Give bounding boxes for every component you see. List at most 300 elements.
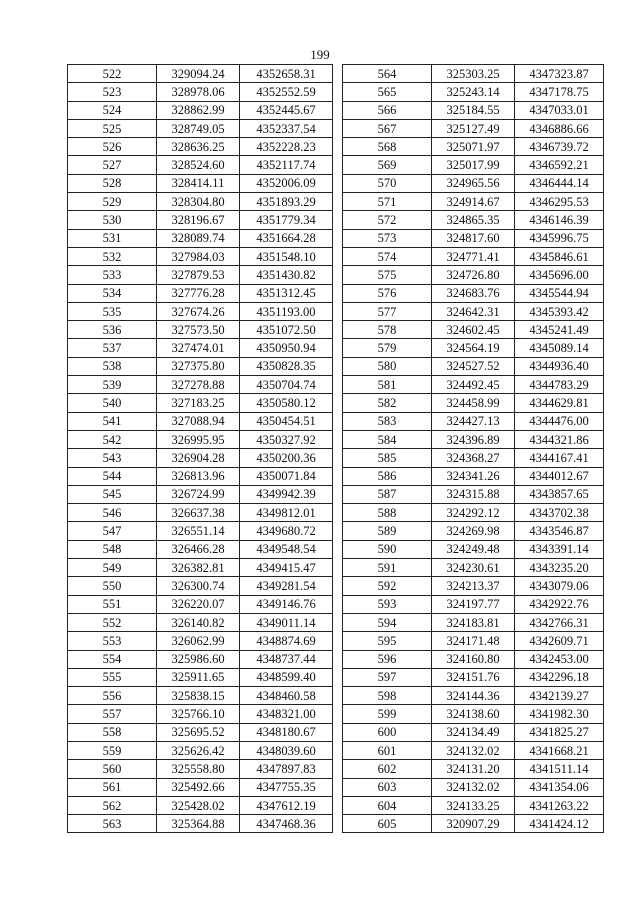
y-coordinate-cell: 4344476.00 (515, 412, 604, 430)
point-number-cell: 604 (343, 796, 432, 814)
table-row (68, 394, 333, 412)
table-row (68, 174, 333, 192)
point-number-cell: 533 (68, 266, 157, 284)
y-coordinate-cell: 4348460.58 (240, 687, 333, 705)
point-number-cell: 577 (343, 302, 432, 320)
table-row (343, 302, 604, 320)
point-number-cell: 566 (343, 101, 432, 119)
table-row (68, 632, 333, 650)
x-coordinate-cell: 324134.49 (432, 723, 515, 741)
y-coordinate-cell: 4352658.31 (240, 65, 333, 83)
table-row (343, 321, 604, 339)
x-coordinate-cell: 325428.02 (157, 796, 240, 814)
x-coordinate-cell: 325127.49 (432, 119, 515, 137)
y-coordinate-cell: 4349415.47 (240, 559, 333, 577)
x-coordinate-cell: 327674.26 (157, 302, 240, 320)
point-number-cell: 599 (343, 705, 432, 723)
table-row (68, 412, 333, 430)
table-row (68, 357, 333, 375)
table-row (68, 449, 333, 467)
x-coordinate-cell: 325017.99 (432, 156, 515, 174)
x-coordinate-cell: 328749.05 (157, 119, 240, 137)
y-coordinate-cell: 4341511.14 (515, 760, 604, 778)
x-coordinate-cell: 324642.31 (432, 302, 515, 320)
x-coordinate-cell: 325911.65 (157, 668, 240, 686)
point-number-cell: 563 (68, 815, 157, 833)
x-coordinate-cell: 325071.97 (432, 138, 515, 156)
y-coordinate-cell: 4351072.50 (240, 321, 333, 339)
y-coordinate-cell: 4348599.40 (240, 668, 333, 686)
table-row (343, 357, 604, 375)
point-number-cell: 576 (343, 284, 432, 302)
point-number-cell: 581 (343, 376, 432, 394)
table-row (68, 193, 333, 211)
point-number-cell: 530 (68, 211, 157, 229)
table-row (343, 412, 604, 430)
point-number-cell: 598 (343, 687, 432, 705)
point-number-cell: 546 (68, 504, 157, 522)
table-row (343, 650, 604, 668)
point-number-cell: 589 (343, 522, 432, 540)
y-coordinate-cell: 4351430.82 (240, 266, 333, 284)
point-number-cell: 537 (68, 339, 157, 357)
x-coordinate-cell: 324396.89 (432, 430, 515, 448)
point-number-cell: 569 (343, 156, 432, 174)
table-row (68, 156, 333, 174)
y-coordinate-cell: 4343235.20 (515, 559, 604, 577)
table-row (68, 65, 333, 83)
y-coordinate-cell: 4351193.00 (240, 302, 333, 320)
y-coordinate-cell: 4347468.36 (240, 815, 333, 833)
y-coordinate-cell: 4346295.53 (515, 193, 604, 211)
y-coordinate-cell: 4347612.19 (240, 796, 333, 814)
point-number-cell: 532 (68, 247, 157, 265)
table-row (68, 650, 333, 668)
table-row (68, 101, 333, 119)
x-coordinate-cell: 326220.07 (157, 595, 240, 613)
table-row (68, 540, 333, 558)
table-row (343, 540, 604, 558)
y-coordinate-cell: 4350580.12 (240, 394, 333, 412)
x-coordinate-cell: 326466.28 (157, 540, 240, 558)
table-row (68, 83, 333, 101)
table-row (343, 284, 604, 302)
point-number-cell: 547 (68, 522, 157, 540)
y-coordinate-cell: 4351548.10 (240, 247, 333, 265)
table-row (68, 705, 333, 723)
x-coordinate-cell: 326300.74 (157, 577, 240, 595)
coordinate-table-right (342, 64, 604, 833)
table-row (68, 668, 333, 686)
point-number-cell: 591 (343, 559, 432, 577)
x-coordinate-cell: 324292.12 (432, 504, 515, 522)
point-number-cell: 543 (68, 449, 157, 467)
x-coordinate-cell: 326637.38 (157, 504, 240, 522)
table-row (68, 119, 333, 137)
x-coordinate-cell: 324726.80 (432, 266, 515, 284)
y-coordinate-cell: 4350071.84 (240, 467, 333, 485)
x-coordinate-cell: 324564.19 (432, 339, 515, 357)
table-row (68, 559, 333, 577)
point-number-cell: 572 (343, 211, 432, 229)
x-coordinate-cell: 324458.99 (432, 394, 515, 412)
y-coordinate-cell: 4347755.35 (240, 778, 333, 796)
y-coordinate-cell: 4345996.75 (515, 229, 604, 247)
x-coordinate-cell: 328089.74 (157, 229, 240, 247)
table-row (68, 723, 333, 741)
table-row (68, 687, 333, 705)
y-coordinate-cell: 4341825.27 (515, 723, 604, 741)
x-coordinate-cell: 328862.99 (157, 101, 240, 119)
x-coordinate-cell: 327183.25 (157, 394, 240, 412)
y-coordinate-cell: 4343546.87 (515, 522, 604, 540)
table-row (68, 138, 333, 156)
table-row (68, 485, 333, 503)
y-coordinate-cell: 4349812.01 (240, 504, 333, 522)
point-number-cell: 562 (68, 796, 157, 814)
x-coordinate-cell: 324144.36 (432, 687, 515, 705)
y-coordinate-cell: 4341424.12 (515, 815, 604, 833)
x-coordinate-cell: 324368.27 (432, 449, 515, 467)
table-row (343, 577, 604, 595)
table-row (68, 211, 333, 229)
table-row (343, 266, 604, 284)
point-number-cell: 564 (343, 65, 432, 83)
y-coordinate-cell: 4344012.67 (515, 467, 604, 485)
y-coordinate-cell: 4343079.06 (515, 577, 604, 595)
x-coordinate-cell: 324683.76 (432, 284, 515, 302)
y-coordinate-cell: 4344321.86 (515, 430, 604, 448)
point-number-cell: 553 (68, 632, 157, 650)
y-coordinate-cell: 4342453.00 (515, 650, 604, 668)
y-coordinate-cell: 4344936.40 (515, 357, 604, 375)
point-number-cell: 561 (68, 778, 157, 796)
point-number-cell: 600 (343, 723, 432, 741)
point-number-cell: 588 (343, 504, 432, 522)
point-number-cell: 605 (343, 815, 432, 833)
x-coordinate-cell: 328524.60 (157, 156, 240, 174)
x-coordinate-cell: 324965.56 (432, 174, 515, 192)
y-coordinate-cell: 4346886.66 (515, 119, 604, 137)
point-number-cell: 544 (68, 467, 157, 485)
point-number-cell: 548 (68, 540, 157, 558)
x-coordinate-cell: 324269.98 (432, 522, 515, 540)
x-coordinate-cell: 325626.42 (157, 741, 240, 759)
y-coordinate-cell: 4344629.81 (515, 394, 604, 412)
point-number-cell: 534 (68, 284, 157, 302)
x-coordinate-cell: 325558.80 (157, 760, 240, 778)
table-row (343, 119, 604, 137)
x-coordinate-cell: 326724.99 (157, 485, 240, 503)
point-number-cell: 549 (68, 559, 157, 577)
y-coordinate-cell: 4346592.21 (515, 156, 604, 174)
table-row (343, 504, 604, 522)
table-row (68, 284, 333, 302)
x-coordinate-cell: 327984.03 (157, 247, 240, 265)
table-row (68, 613, 333, 631)
table-row (343, 174, 604, 192)
y-coordinate-cell: 4341668.21 (515, 741, 604, 759)
table-row (343, 211, 604, 229)
y-coordinate-cell: 4341263.22 (515, 796, 604, 814)
x-coordinate-cell: 326062.99 (157, 632, 240, 650)
table-row (343, 156, 604, 174)
y-coordinate-cell: 4344167.41 (515, 449, 604, 467)
point-number-cell: 550 (68, 577, 157, 595)
point-number-cell: 557 (68, 705, 157, 723)
table-row (343, 522, 604, 540)
table-row (343, 778, 604, 796)
point-number-cell: 594 (343, 613, 432, 631)
table-row (343, 485, 604, 503)
y-coordinate-cell: 4352006.09 (240, 174, 333, 192)
y-coordinate-cell: 4350454.51 (240, 412, 333, 430)
table-row (343, 247, 604, 265)
x-coordinate-cell: 326551.14 (157, 522, 240, 540)
x-coordinate-cell: 327375.80 (157, 357, 240, 375)
y-coordinate-cell: 4342922.76 (515, 595, 604, 613)
x-coordinate-cell: 328414.11 (157, 174, 240, 192)
table-row (343, 430, 604, 448)
y-coordinate-cell: 4342296.18 (515, 668, 604, 686)
point-number-cell: 601 (343, 741, 432, 759)
x-coordinate-cell: 327776.28 (157, 284, 240, 302)
x-coordinate-cell: 325986.60 (157, 650, 240, 668)
page-number: 199 (310, 47, 330, 62)
table-row (68, 760, 333, 778)
x-coordinate-cell: 324602.45 (432, 321, 515, 339)
y-coordinate-cell: 4348180.67 (240, 723, 333, 741)
point-number-cell: 573 (343, 229, 432, 247)
point-number-cell: 540 (68, 394, 157, 412)
y-coordinate-cell: 4345544.94 (515, 284, 604, 302)
point-number-cell: 587 (343, 485, 432, 503)
point-number-cell: 593 (343, 595, 432, 613)
x-coordinate-cell: 324183.81 (432, 613, 515, 631)
point-number-cell: 585 (343, 449, 432, 467)
table-row (68, 321, 333, 339)
y-coordinate-cell: 4351779.34 (240, 211, 333, 229)
table-row (68, 467, 333, 485)
point-number-cell: 568 (343, 138, 432, 156)
point-number-cell: 523 (68, 83, 157, 101)
y-coordinate-cell: 4348737.44 (240, 650, 333, 668)
x-coordinate-cell: 324315.88 (432, 485, 515, 503)
x-coordinate-cell: 324249.48 (432, 540, 515, 558)
point-number-cell: 535 (68, 302, 157, 320)
x-coordinate-cell: 326904.28 (157, 449, 240, 467)
x-coordinate-cell: 324133.25 (432, 796, 515, 814)
x-coordinate-cell: 320907.29 (432, 815, 515, 833)
y-coordinate-cell: 4350950.94 (240, 339, 333, 357)
point-number-cell: 531 (68, 229, 157, 247)
y-coordinate-cell: 4349942.39 (240, 485, 333, 503)
point-number-cell: 542 (68, 430, 157, 448)
point-number-cell: 565 (343, 83, 432, 101)
y-coordinate-cell: 4348321.00 (240, 705, 333, 723)
x-coordinate-cell: 328978.06 (157, 83, 240, 101)
x-coordinate-cell: 325492.66 (157, 778, 240, 796)
point-number-cell: 525 (68, 119, 157, 137)
x-coordinate-cell: 324151.76 (432, 668, 515, 686)
x-coordinate-cell: 327088.94 (157, 412, 240, 430)
point-number-cell: 567 (343, 119, 432, 137)
table-row (343, 595, 604, 613)
x-coordinate-cell: 324160.80 (432, 650, 515, 668)
y-coordinate-cell: 4349146.76 (240, 595, 333, 613)
y-coordinate-cell: 4346146.39 (515, 211, 604, 229)
x-coordinate-cell: 328636.25 (157, 138, 240, 156)
x-coordinate-cell: 324771.41 (432, 247, 515, 265)
table-row (343, 723, 604, 741)
y-coordinate-cell: 4346739.72 (515, 138, 604, 156)
y-coordinate-cell: 4351312.45 (240, 284, 333, 302)
x-coordinate-cell: 327278.88 (157, 376, 240, 394)
table-row (68, 741, 333, 759)
table-row (68, 430, 333, 448)
y-coordinate-cell: 4352337.54 (240, 119, 333, 137)
x-coordinate-cell: 324492.45 (432, 376, 515, 394)
point-number-cell: 555 (68, 668, 157, 686)
y-coordinate-cell: 4343391.14 (515, 540, 604, 558)
point-number-cell: 596 (343, 650, 432, 668)
table-row (343, 101, 604, 119)
point-number-cell: 592 (343, 577, 432, 595)
table-row (343, 394, 604, 412)
y-coordinate-cell: 4351664.28 (240, 229, 333, 247)
table-row (343, 668, 604, 686)
y-coordinate-cell: 4350327.92 (240, 430, 333, 448)
y-coordinate-cell: 4342766.31 (515, 613, 604, 631)
point-number-cell: 597 (343, 668, 432, 686)
point-number-cell: 541 (68, 412, 157, 430)
point-number-cell: 570 (343, 174, 432, 192)
x-coordinate-cell: 324527.52 (432, 357, 515, 375)
point-number-cell: 536 (68, 321, 157, 339)
table-row (68, 522, 333, 540)
x-coordinate-cell: 324197.77 (432, 595, 515, 613)
table-row (68, 229, 333, 247)
x-coordinate-cell: 326382.81 (157, 559, 240, 577)
y-coordinate-cell: 4345089.14 (515, 339, 604, 357)
x-coordinate-cell: 326813.96 (157, 467, 240, 485)
x-coordinate-cell: 324427.13 (432, 412, 515, 430)
table-row (343, 741, 604, 759)
y-coordinate-cell: 4347323.87 (515, 65, 604, 83)
table-row (343, 760, 604, 778)
table-row (343, 83, 604, 101)
table-row (343, 632, 604, 650)
y-coordinate-cell: 4349680.72 (240, 522, 333, 540)
point-number-cell: 586 (343, 467, 432, 485)
y-coordinate-cell: 4347033.01 (515, 101, 604, 119)
y-coordinate-cell: 4349548.54 (240, 540, 333, 558)
table-row (343, 687, 604, 705)
point-number-cell: 552 (68, 613, 157, 631)
y-coordinate-cell: 4350828.35 (240, 357, 333, 375)
y-coordinate-cell: 4347178.75 (515, 83, 604, 101)
x-coordinate-cell: 325766.10 (157, 705, 240, 723)
table-row (343, 339, 604, 357)
point-number-cell: 603 (343, 778, 432, 796)
table-row (343, 193, 604, 211)
y-coordinate-cell: 4352228.23 (240, 138, 333, 156)
table-row (343, 467, 604, 485)
point-number-cell: 551 (68, 595, 157, 613)
y-coordinate-cell: 4347897.83 (240, 760, 333, 778)
x-coordinate-cell: 324341.26 (432, 467, 515, 485)
point-number-cell: 526 (68, 138, 157, 156)
point-number-cell: 539 (68, 376, 157, 394)
point-number-cell: 554 (68, 650, 157, 668)
y-coordinate-cell: 4346444.14 (515, 174, 604, 192)
x-coordinate-cell: 324132.02 (432, 741, 515, 759)
x-coordinate-cell: 325184.55 (432, 101, 515, 119)
point-number-cell: 583 (343, 412, 432, 430)
point-number-cell: 602 (343, 760, 432, 778)
x-coordinate-cell: 329094.24 (157, 65, 240, 83)
point-number-cell: 595 (343, 632, 432, 650)
table-row (343, 815, 604, 833)
y-coordinate-cell: 4349011.14 (240, 613, 333, 631)
y-coordinate-cell: 4342139.27 (515, 687, 604, 705)
table-row (68, 339, 333, 357)
table-row (343, 559, 604, 577)
point-number-cell: 584 (343, 430, 432, 448)
y-coordinate-cell: 4343702.38 (515, 504, 604, 522)
point-number-cell: 560 (68, 760, 157, 778)
x-coordinate-cell: 324171.48 (432, 632, 515, 650)
point-number-cell: 580 (343, 357, 432, 375)
y-coordinate-cell: 4341354.06 (515, 778, 604, 796)
x-coordinate-cell: 325243.14 (432, 83, 515, 101)
y-coordinate-cell: 4348874.69 (240, 632, 333, 650)
table-row (68, 796, 333, 814)
x-coordinate-cell: 327474.01 (157, 339, 240, 357)
point-number-cell: 527 (68, 156, 157, 174)
x-coordinate-cell: 326995.95 (157, 430, 240, 448)
x-coordinate-cell: 324213.37 (432, 577, 515, 595)
x-coordinate-cell: 324138.60 (432, 705, 515, 723)
x-coordinate-cell: 324914.67 (432, 193, 515, 211)
table-row (343, 796, 604, 814)
table-row (68, 577, 333, 595)
point-number-cell: 590 (343, 540, 432, 558)
point-number-cell: 559 (68, 741, 157, 759)
table-row (68, 302, 333, 320)
y-coordinate-cell: 4352552.59 (240, 83, 333, 101)
table-row (343, 229, 604, 247)
y-coordinate-cell: 4345393.42 (515, 302, 604, 320)
x-coordinate-cell: 324131.20 (432, 760, 515, 778)
table-row (343, 376, 604, 394)
point-number-cell: 582 (343, 394, 432, 412)
y-coordinate-cell: 4352117.74 (240, 156, 333, 174)
table-row (68, 595, 333, 613)
x-coordinate-cell: 325695.52 (157, 723, 240, 741)
table-row (68, 247, 333, 265)
coordinate-table-left (67, 64, 333, 833)
y-coordinate-cell: 4350200.36 (240, 449, 333, 467)
x-coordinate-cell: 326140.82 (157, 613, 240, 631)
x-coordinate-cell: 325838.15 (157, 687, 240, 705)
x-coordinate-cell: 328196.67 (157, 211, 240, 229)
x-coordinate-cell: 327573.50 (157, 321, 240, 339)
table-row (343, 449, 604, 467)
point-number-cell: 578 (343, 321, 432, 339)
table-row (343, 65, 604, 83)
y-coordinate-cell: 4352445.67 (240, 101, 333, 119)
